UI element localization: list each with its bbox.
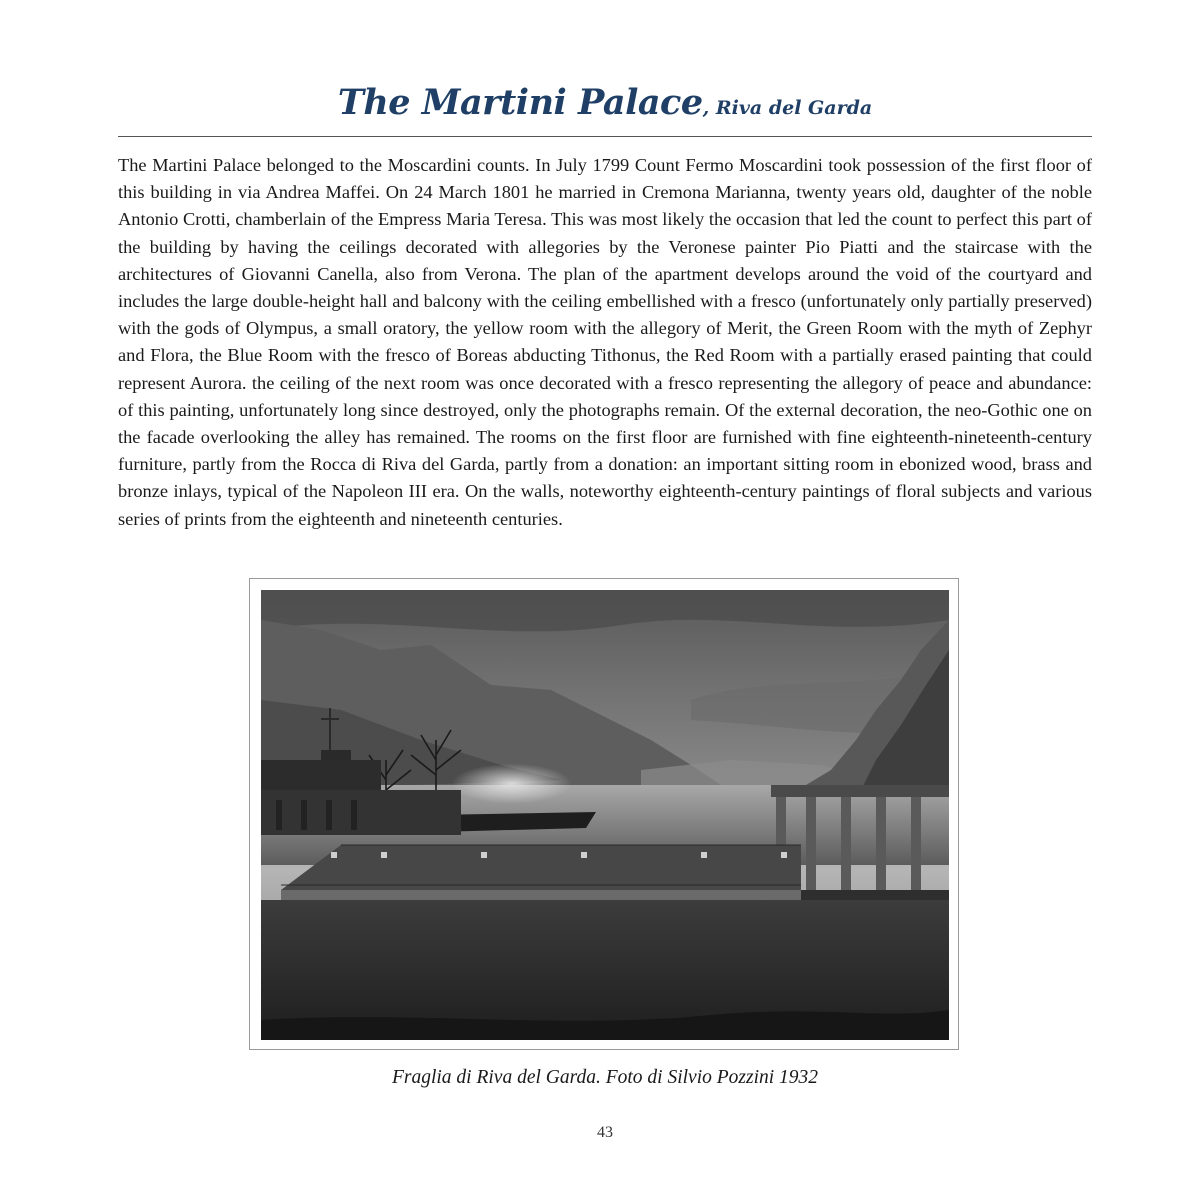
photo-caption: Fraglia di Riva del Garda. Foto di Silvio Pozzini 1932: [391, 1067, 819, 1088]
historical-photograph: [261, 590, 949, 1040]
title-subtitle: , Riva del Garda: [702, 97, 873, 119]
photo-frame: [249, 578, 959, 1050]
page-title: [118, 82, 1092, 123]
body-paragraph: The Martini Palace belonged to the Moscardini counts. In July 1799 Count Fermo Moscardini took possession of the first floor of this building in via Andrea Maffei. On 24 March 1801 he married in Cremona Marianna, twenty years old, daughter of the noble Antonio Crotti, chamberlain of the Empress Maria Teresa. This was most likely the occasion that led the count to perfect this part of the building by having the ceilings decorated with allegories by the Veronese painter Pio Piatti and the staircase with the architectures of Giovanni Canella, also from Verona. The plan of the apartment develops around the void of the courtyard and includes the large double-height hall and balcony with the ceiling embellished with a fresco (unfortunately only partially preserved) with the gods of Olympus, a small oratory, the yellow room with the allegory of Merit, the Green Room with the myth of Zephyr and Flora, the Blue Room with the fresco of Boreas abducting Tithonus, the Red Room with a partially erased painting that could represent Aurora. the ceiling of the next room was once decorated with a fresco representing the allegory of peace and abundance: of this painting, unfortunately long since destroyed, only the photographs remain. Of the external decoration, the neo-Gothic one on the facade overlooking the alley has remained. The rooms on the first floor are furnished with fine eighteenth-nineteenth-century furniture, partly from the Rocca di Riva del Garda, partly from a donation: an important sitting room in ebonized wood, brass and bronze inlays, typical of the Napoleon III era. On the walls, noteworthy eighteenth-century paintings of floral subjects and various series of prints from the eighteenth and nineteenth centuries.: [118, 155, 1092, 529]
photo-illustration: [261, 590, 949, 1040]
page-number: 43: [597, 1124, 613, 1141]
title-main: The Martini Palace: [337, 82, 703, 123]
title-divider: [118, 136, 1092, 137]
